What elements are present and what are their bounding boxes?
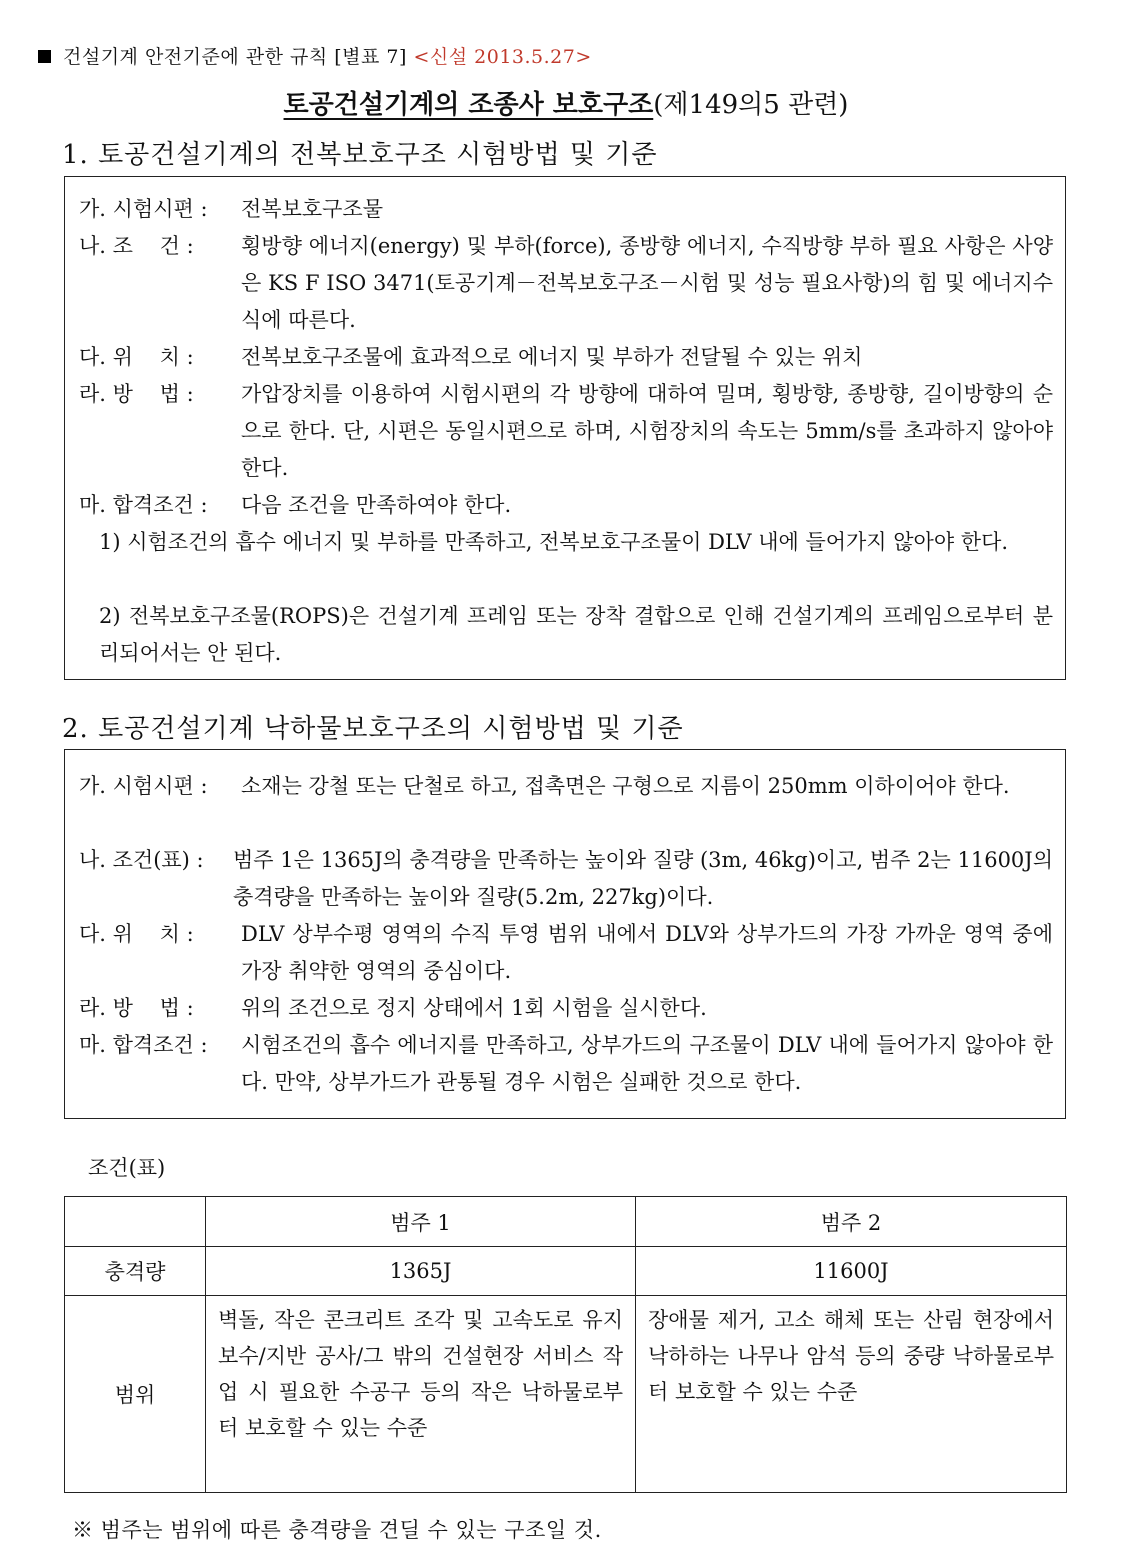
table-header-cell: 범주 2 [636, 1197, 1067, 1247]
table-row [65, 1247, 1067, 1296]
black-square-icon [38, 50, 51, 63]
section2-item-ma [79, 1027, 1053, 1101]
section1-item-ga [79, 191, 1053, 228]
section2-box [64, 749, 1066, 1119]
regulation-header [38, 42, 592, 69]
section2-item-label: 나. 조건(표) : [79, 848, 204, 872]
section2-item-text: 소재는 강철 또는 단철로 하고, 접촉면은 구형으로 지름이 250mm 이하이어야 한다. [241, 774, 1010, 798]
document-title-main: 토공건설기계의 조종사 보호구조 [283, 90, 654, 120]
section1-item-na [79, 228, 1053, 339]
section1-item-text: 전복보호구조물에 효과적으로 에너지 및 부하가 전달될 수 있는 위치 [241, 345, 863, 369]
section1-item-label: 나. 조 건 : [79, 234, 194, 258]
revision-note: <신설 2013.5.27> [413, 46, 592, 68]
section1-item-da [79, 339, 1053, 376]
section2-heading: 2. 토공건설기계 낙하물보호구조의 시험방법 및 기준 [62, 714, 684, 744]
section2-item-ra [79, 990, 1053, 1027]
section1-item-ra [79, 376, 1053, 487]
section2-item-da [79, 916, 1053, 990]
section2-item-label: 가. 시험시편 : [79, 774, 208, 798]
section1-item-ma [79, 487, 1053, 524]
section1-item-label: 다. 위 치 : [79, 345, 194, 369]
section1-subitem-2: 2) 전복보호구조물(ROPS)은 건설기계 프레임 또는 장착 결합으로 인해 건설기계의 프레임으로부터 분리되어서는 안 된다. [99, 604, 1053, 665]
table-header-row [65, 1197, 1067, 1247]
table-cell: 장애물 제거, 고소 해체 또는 산림 현장에서 낙하하는 나무나 암석 등의 중량 낙하물로부터 보호할 수 있는 수준 [636, 1296, 1067, 1493]
table-header-cell [65, 1197, 206, 1247]
section2-item-text: 위의 조건으로 정지 상태에서 1회 시험을 실시한다. [241, 996, 707, 1020]
table-row [65, 1296, 1067, 1493]
section2-item-label: 마. 합격조건 : [79, 1033, 208, 1057]
section2-item-label: 다. 위 치 : [79, 922, 194, 946]
document-title-suffix: (제149의5 관련) [653, 90, 849, 120]
section2-item-label: 라. 방 법 : [79, 996, 194, 1020]
section1-subitem-1: 1) 시험조건의 흡수 에너지 및 부하를 만족하고, 전복보호구조물이 DLV 내에 들어가지 않아야 한다. [99, 530, 1009, 554]
section2-item-text: DLV 상부수평 영역의 수직 투영 범위 내에서 DLV와 상부가드의 가장 가까운 영역 중에 가장 취약한 영역의 중심이다. [241, 922, 1053, 983]
section2-item-ga [79, 768, 1053, 842]
section2-item-text: 시험조건의 흡수 에너지를 만족하고, 상부가드의 구조물이 DLV 내에 들어가지 않아야 한다. 만약, 상부가드가 관통될 경우 시험은 실패한 것으로 한다. [241, 1033, 1053, 1094]
section2-item-text: 범주 1은 1365J의 충격량을 만족하는 높이와 질량 (3m, 46kg)이고, 범주 2는 11600J의 충격량을 만족하는 높이와 질량(5.2m, 227kg)이다. [233, 848, 1053, 909]
section1-item-text: 다음 조건을 만족하여야 한다. [241, 493, 512, 517]
regulation-header-text: 건설기계 안전기준에 관한 규칙 [별표 7] [63, 46, 407, 68]
section1-item-label: 라. 방 법 : [79, 382, 194, 406]
section1-item-text: 전복보호구조물 [241, 197, 384, 221]
section1-item-label: 가. 시험시편 : [79, 197, 208, 221]
section1-item-text: 횡방향 에너지(energy) 및 부하(force), 종방향 에너지, 수직방향 부하 필요 사항은 사양은 KS F ISO 3471(토공기계－전복보호구조－시험 및 성능 필요사항)의 힘 및 에너지수식에 따른다. [241, 234, 1053, 332]
section1-heading: 1. 토공건설기계의 전복보호구조 시험방법 및 기준 [62, 140, 658, 170]
table-header-cell: 범주 1 [206, 1197, 636, 1247]
document-title [0, 84, 1132, 121]
table-row-label: 충격량 [65, 1247, 206, 1296]
section1-box [64, 176, 1066, 680]
table-cell: 11600J [636, 1247, 1067, 1296]
table-row-label: 범위 [65, 1296, 206, 1493]
section2-item-na [79, 842, 1053, 916]
footnote: ※ 범주는 범위에 따른 충격량을 견딜 수 있는 구조일 것. [72, 1518, 602, 1542]
condition-table [64, 1196, 1067, 1493]
section1-item-label: 마. 합격조건 : [79, 493, 208, 517]
table-caption: 조건(표) [88, 1156, 166, 1180]
table-cell: 1365J [206, 1247, 636, 1296]
section1-item-text: 가압장치를 이용하여 시험시편의 각 방향에 대하여 밀며, 횡방향, 종방향, 길이방향의 순으로 한다. 단, 시편은 동일시편으로 하며, 시험장치의 속도는 5mm/s를 초과하지 않아야 한다. [241, 382, 1053, 480]
table-cell: 벽돌, 작은 콘크리트 조각 및 고속도로 유지 보수/지반 공사/그 밖의 건설현장 서비스 작업 시 필요한 수공구 등의 작은 낙하물로부터 보호할 수 있는 수준 [206, 1296, 636, 1493]
